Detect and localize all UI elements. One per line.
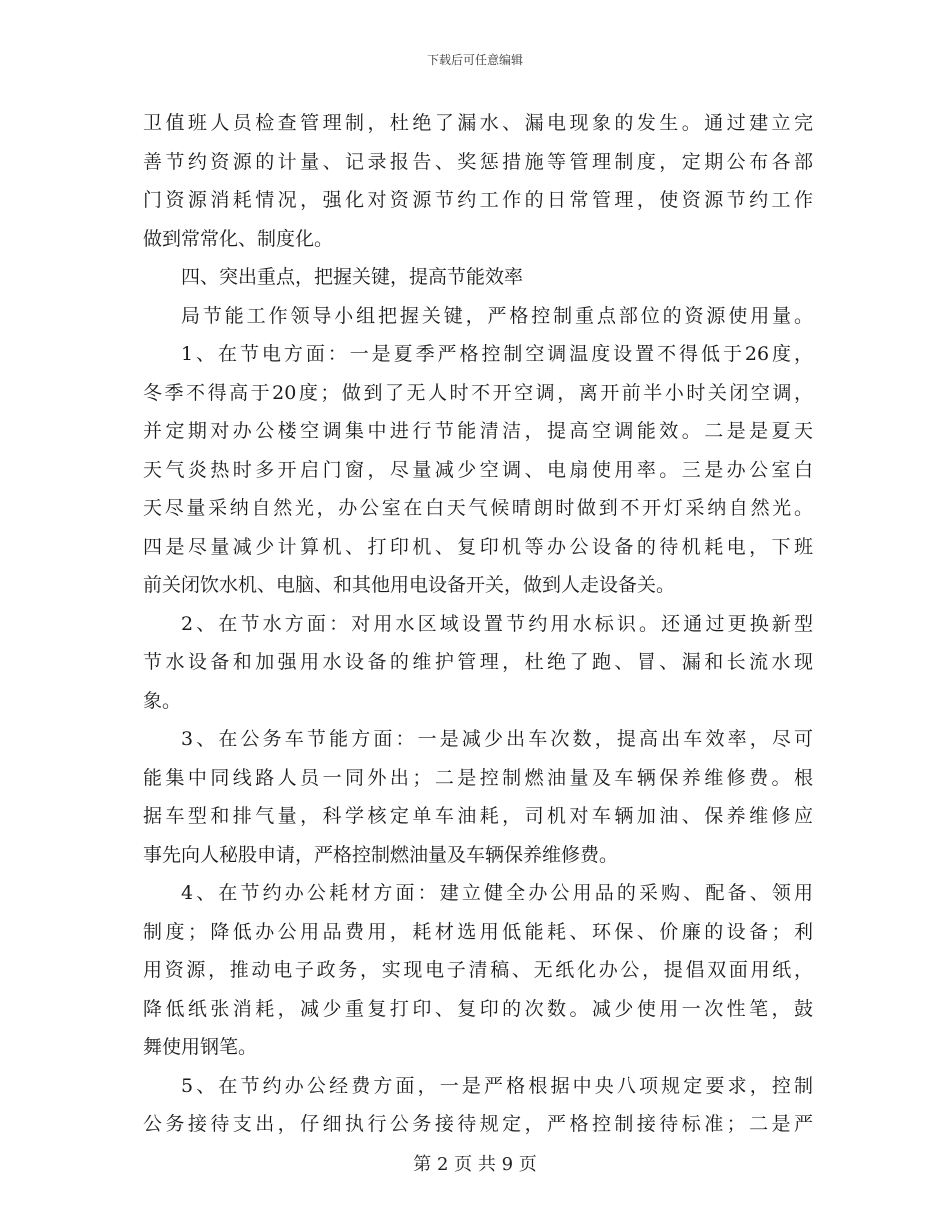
text-line: 并定期对办公楼空调集中进行节能清洁，提高空调能效。二是是夏天	[143, 420, 813, 442]
page-number: 第 2 页 共 9 页	[413, 1154, 537, 1175]
text-line: 5、在节约办公经费方面，一是严格根据中央八项规定要求，控制	[181, 1074, 813, 1097]
text-line: 公务接待支出，仔细执行公务接待规定，严格控制接待标准；二是严	[143, 1113, 813, 1135]
text-line: 制度；降低办公用品费用，耗材选用低能耗、环保、价廉的设备；利	[143, 920, 813, 943]
text-line: 冬季不得高于20度；做到了无人时不开空调，离开前半小时关闭空调，	[143, 381, 813, 404]
text-line: 象。	[143, 689, 182, 712]
text-line: 四是尽量减少计算机、打印机、复印机等办公设备的待机耗电，下班	[143, 535, 813, 558]
text-line: 天尽量采纳自然光，办公室在白天气候晴朗时做到不开灯采纳自然光。	[143, 497, 813, 519]
text-line: 4、在节约办公耗材方面：建立健全办公用品的采购、配备、领用	[181, 882, 813, 904]
text-line: 做到常常化、制度化。	[143, 227, 334, 250]
text-line: 2、在节水方面：对用水区域设置节约用水标识。还通过更换新型	[181, 612, 813, 635]
text-line: 善节约资源的计量、记录报告、奖惩措施等管理制度，定期公布各部	[143, 150, 813, 173]
text-line: 能集中同线路人员一同外出；二是控制燃油量及车辆保养维修费。根	[143, 766, 813, 789]
text-line: 1、在节电方面：一是夏季严格控制空调温度设置不得低于26度，	[181, 343, 813, 365]
text-line: 3、在公务车节能方面：一是减少出车次数，提高出车效率，尽可	[181, 728, 813, 750]
text-line: 局节能工作领导小组把握关键，严格控制重点部位的资源使用量。	[181, 304, 813, 327]
document-body	[143, 104, 813, 1144]
text-line: 事先向人秘股申请，严格控制燃油量及车辆保养维修费。	[143, 843, 619, 866]
page-header-note: 下载后可任意编辑	[426, 53, 523, 67]
text-line: 降低纸张消耗，减少重复打印、复印的次数。减少使用一次性笔，鼓	[143, 997, 813, 1020]
text-line: 节水设备和加强用水设备的维护管理，杜绝了跑、冒、漏和长流水现	[143, 651, 813, 673]
text-line: 门资源消耗情况，强化对资源节约工作的日常管理，使资源节约工作	[143, 189, 813, 211]
text-line: 用资源，推动电子政务，实现电子清稿、无纸化办公，提倡双面用纸，	[143, 959, 813, 981]
text-line: 据车型和排气量，科学核定单车油耗，司机对车辆加油、保养维修应	[143, 805, 813, 827]
text-line: 舞使用钢笔。	[143, 1036, 258, 1058]
text-line: 前关闭饮水机、电脑、和其他用电设备开关，做到人走设备关。	[143, 574, 676, 596]
text-line: 天气炎热时多开启门窗，尽量减少空调、电扇使用率。三是办公室白	[143, 458, 813, 481]
text-line: 卫值班人员检查管理制，杜绝了漏水、漏电现象的发生。通过建立完	[143, 112, 813, 134]
section-heading: 四、突出重点，把握关键，提高节能效率	[181, 266, 524, 288]
